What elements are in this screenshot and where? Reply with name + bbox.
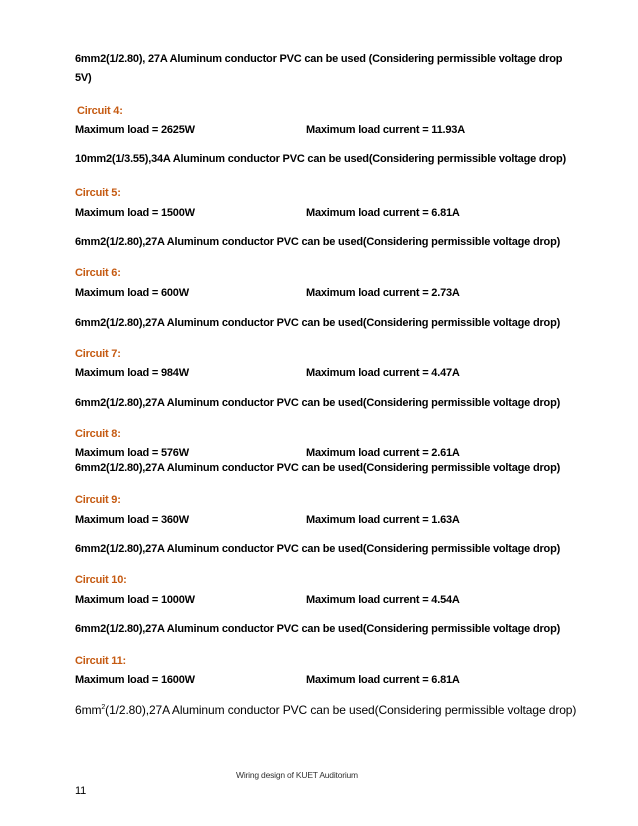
footer-text: Wiring design of KUET Auditorium (236, 770, 358, 780)
circuit-11-conductor-prefix: 6mm (75, 703, 102, 717)
circuit-6-max-load: Maximum load = 600W (75, 287, 189, 299)
circuit-4-max-load: Maximum load = 2625W (75, 124, 195, 136)
circuit-5-conductor: 6mm2(1/2.80),27A Aluminum conductor PVC can be used(Considering permissible voltage drop) (75, 236, 561, 248)
intro-line-1: 6mm2(1/2.80), 27A Aluminum conductor PVC can be used (Considering permissible voltage drop (75, 53, 563, 65)
circuit-5-max-current: Maximum load current = 6.81A (306, 207, 460, 219)
circuit-10-conductor: 6mm2(1/2.80),27A Aluminum conductor PVC can be used(Considering permissible voltage drop) (75, 623, 561, 635)
circuit-11-conductor (75, 703, 576, 717)
circuit-8-max-current: Maximum load current = 2.61A (306, 447, 460, 459)
circuit-7-max-load: Maximum load = 984W (75, 367, 189, 379)
circuit-11-conductor-superscript: 2 (101, 704, 106, 711)
circuit-9-heading: Circuit 9: (75, 494, 121, 506)
page-number: 11 (75, 785, 87, 797)
circuit-10-max-current: Maximum load current = 4.54A (306, 594, 460, 606)
circuit-10-heading: Circuit 10: (75, 574, 127, 586)
circuit-7-max-current: Maximum load current = 4.47A (306, 367, 460, 379)
circuit-7-heading: Circuit 7: (75, 348, 121, 360)
circuit-8-conductor: 6mm2(1/2.80),27A Aluminum conductor PVC can be used(Considering permissible voltage drop) (75, 462, 561, 474)
circuit-5-heading: Circuit 5: (75, 187, 121, 199)
circuit-7-conductor: 6mm2(1/2.80),27A Aluminum conductor PVC can be used(Considering permissible voltage drop) (75, 397, 561, 409)
circuit-6-heading: Circuit 6: (75, 267, 121, 279)
circuit-9-conductor: 6mm2(1/2.80),27A Aluminum conductor PVC can be used(Considering permissible voltage drop) (75, 543, 561, 555)
circuit-11-heading: Circuit 11: (75, 655, 126, 667)
circuit-4-heading: Circuit 4: (77, 105, 123, 117)
circuit-11-max-load: Maximum load = 1600W (75, 674, 195, 686)
circuit-8-heading: Circuit 8: (75, 428, 121, 440)
intro-line-2: 5V) (75, 72, 92, 84)
circuit-6-conductor: 6mm2(1/2.80),27A Aluminum conductor PVC can be used(Considering permissible voltage drop) (75, 317, 561, 329)
circuit-4-conductor: 10mm2(1/3.55),34A Aluminum conductor PVC can be used(Considering permissible voltage drop) (75, 153, 566, 165)
circuit-4-max-current: Maximum load current = 11.93A (306, 124, 465, 136)
circuit-6-max-current: Maximum load current = 2.73A (306, 287, 460, 299)
circuit-9-max-current: Maximum load current = 1.63A (306, 514, 460, 526)
circuit-8-max-load: Maximum load = 576W (75, 447, 189, 459)
circuit-10-max-load: Maximum load = 1000W (75, 594, 195, 606)
circuit-9-max-load: Maximum load = 360W (75, 514, 189, 526)
circuit-11-max-current: Maximum load current = 6.81A (306, 674, 460, 686)
circuit-5-max-load: Maximum load = 1500W (75, 207, 195, 219)
circuit-11-conductor-rest: (1/2.80),27A Aluminum conductor PVC can be used(Considering permissible voltage drop) (105, 703, 577, 717)
